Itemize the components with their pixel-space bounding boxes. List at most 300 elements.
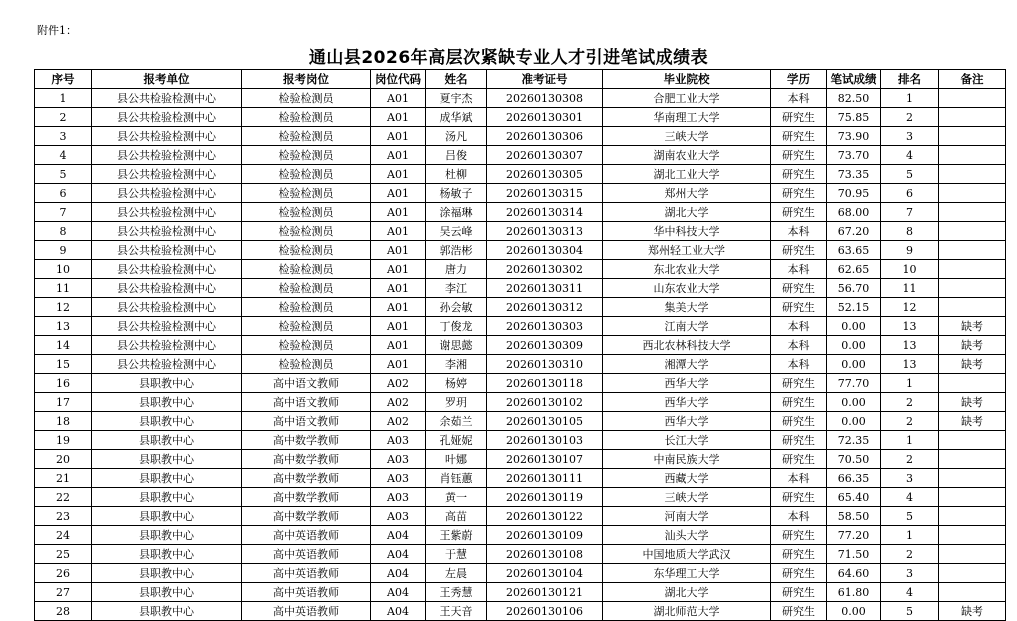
cell-unit: 县公共检验检测中心 (92, 260, 242, 279)
table-row (35, 298, 1006, 317)
cell-education: 研究生 (771, 146, 827, 165)
cell-unit: 县职教中心 (92, 469, 242, 488)
cell-unit: 县职教中心 (92, 412, 242, 431)
table-row (35, 583, 1006, 602)
cell-education: 本科 (771, 507, 827, 526)
cell-post-code: A01 (371, 222, 426, 241)
cell-score: 77.70 (827, 374, 881, 393)
cell-education: 研究生 (771, 488, 827, 507)
table-row (35, 184, 1006, 203)
cell-post-code: A01 (371, 127, 426, 146)
cell-ticket-number: 20260130106 (487, 602, 603, 621)
cell-post: 高中数学教师 (242, 488, 371, 507)
cell-name: 成华斌 (426, 108, 487, 127)
cell-school: 西藏大学 (603, 469, 771, 488)
cell-post: 检验检测员 (242, 241, 371, 260)
cell-education: 研究生 (771, 241, 827, 260)
cell-ticket-number: 20260130304 (487, 241, 603, 260)
cell-rank: 7 (881, 203, 939, 222)
cell-post-code: A02 (371, 374, 426, 393)
table-row (35, 450, 1006, 469)
cell-ticket-number: 20260130121 (487, 583, 603, 602)
cell-unit: 县公共检验检测中心 (92, 222, 242, 241)
cell-name: 涂福琳 (426, 203, 487, 222)
header-unit: 报考单位 (92, 70, 242, 89)
cell-score: 66.35 (827, 469, 881, 488)
cell-ticket-number: 20260130303 (487, 317, 603, 336)
cell-post: 检验检测员 (242, 203, 371, 222)
cell-post: 高中语文教师 (242, 393, 371, 412)
cell-unit: 县职教中心 (92, 526, 242, 545)
cell-school: 三峡大学 (603, 488, 771, 507)
cell-education: 研究生 (771, 545, 827, 564)
cell-unit: 县公共检验检测中心 (92, 184, 242, 203)
cell-name: 于慧 (426, 545, 487, 564)
cell-post-code: A01 (371, 279, 426, 298)
cell-remark (939, 469, 1006, 488)
cell-post: 检验检测员 (242, 222, 371, 241)
header-seq: 序号 (35, 70, 92, 89)
cell-remark (939, 488, 1006, 507)
header-post: 报考岗位 (242, 70, 371, 89)
table-row (35, 355, 1006, 374)
cell-name: 杜柳 (426, 165, 487, 184)
table-row (35, 602, 1006, 621)
cell-remark: 缺考 (939, 355, 1006, 374)
cell-remark (939, 583, 1006, 602)
cell-ticket-number: 20260130312 (487, 298, 603, 317)
cell-score: 0.00 (827, 317, 881, 336)
cell-education: 研究生 (771, 526, 827, 545)
cell-education: 本科 (771, 469, 827, 488)
cell-post-code: A03 (371, 469, 426, 488)
cell-score: 0.00 (827, 602, 881, 621)
cell-score: 82.50 (827, 89, 881, 108)
cell-ticket-number: 20260130119 (487, 488, 603, 507)
cell-seq: 22 (35, 488, 92, 507)
cell-rank: 3 (881, 469, 939, 488)
cell-unit: 县公共检验检测中心 (92, 355, 242, 374)
cell-post: 检验检测员 (242, 184, 371, 203)
cell-education: 研究生 (771, 165, 827, 184)
cell-ticket-number: 20260130104 (487, 564, 603, 583)
cell-education: 本科 (771, 336, 827, 355)
cell-post-code: A03 (371, 450, 426, 469)
cell-remark (939, 545, 1006, 564)
cell-post-code: A04 (371, 564, 426, 583)
cell-remark (939, 127, 1006, 146)
cell-school: 东华理工大学 (603, 564, 771, 583)
cell-post-code: A02 (371, 393, 426, 412)
cell-remark (939, 184, 1006, 203)
cell-ticket-number: 20260130310 (487, 355, 603, 374)
cell-school: 集美大学 (603, 298, 771, 317)
cell-post-code: A03 (371, 488, 426, 507)
cell-unit: 县职教中心 (92, 507, 242, 526)
cell-post-code: A03 (371, 431, 426, 450)
cell-post: 高中英语教师 (242, 526, 371, 545)
cell-score: 61.80 (827, 583, 881, 602)
cell-name: 丁俊龙 (426, 317, 487, 336)
cell-unit: 县公共检验检测中心 (92, 146, 242, 165)
cell-remark (939, 222, 1006, 241)
cell-score: 0.00 (827, 412, 881, 431)
cell-score: 73.35 (827, 165, 881, 184)
cell-rank: 1 (881, 89, 939, 108)
cell-unit: 县公共检验检测中心 (92, 317, 242, 336)
cell-post: 检验检测员 (242, 279, 371, 298)
document-title: 通山县2026年高层次紧缺专业人才引进笔试成绩表 (308, 48, 709, 68)
cell-name: 王紫蔚 (426, 526, 487, 545)
cell-unit: 县职教中心 (92, 564, 242, 583)
cell-ticket-number: 20260130308 (487, 89, 603, 108)
cell-education: 研究生 (771, 374, 827, 393)
attachment-label: 附件1： (37, 24, 77, 37)
cell-score: 58.50 (827, 507, 881, 526)
cell-education: 研究生 (771, 203, 827, 222)
cell-name: 罗玥 (426, 393, 487, 412)
cell-rank: 5 (881, 602, 939, 621)
header-score: 笔试成绩 (827, 70, 881, 89)
cell-post-code: A04 (371, 602, 426, 621)
cell-score: 73.70 (827, 146, 881, 165)
cell-score: 0.00 (827, 336, 881, 355)
table-row (35, 108, 1006, 127)
cell-remark: 缺考 (939, 412, 1006, 431)
cell-name: 杨敏子 (426, 184, 487, 203)
cell-unit: 县公共检验检测中心 (92, 127, 242, 146)
cell-post: 检验检测员 (242, 89, 371, 108)
cell-seq: 14 (35, 336, 92, 355)
cell-score: 52.15 (827, 298, 881, 317)
cell-ticket-number: 20260130309 (487, 336, 603, 355)
cell-post-code: A01 (371, 165, 426, 184)
cell-post: 检验检测员 (242, 336, 371, 355)
cell-education: 本科 (771, 222, 827, 241)
cell-post: 高中英语教师 (242, 545, 371, 564)
cell-post-code: A01 (371, 298, 426, 317)
cell-school: 华中科技大学 (603, 222, 771, 241)
cell-unit: 县公共检验检测中心 (92, 241, 242, 260)
cell-post: 检验检测员 (242, 355, 371, 374)
cell-unit: 县职教中心 (92, 488, 242, 507)
cell-rank: 2 (881, 545, 939, 564)
cell-rank: 3 (881, 127, 939, 146)
cell-name: 叶娜 (426, 450, 487, 469)
cell-score: 70.50 (827, 450, 881, 469)
cell-seq: 13 (35, 317, 92, 336)
cell-rank: 12 (881, 298, 939, 317)
cell-rank: 6 (881, 184, 939, 203)
cell-remark (939, 108, 1006, 127)
header-education: 学历 (771, 70, 827, 89)
cell-ticket-number: 20260130111 (487, 469, 603, 488)
cell-unit: 县公共检验检测中心 (92, 298, 242, 317)
cell-score: 67.20 (827, 222, 881, 241)
cell-name: 肖钰蕙 (426, 469, 487, 488)
cell-school: 山东农业大学 (603, 279, 771, 298)
cell-remark (939, 450, 1006, 469)
cell-education: 本科 (771, 89, 827, 108)
table-row (35, 146, 1006, 165)
cell-post-code: A01 (371, 184, 426, 203)
cell-rank: 13 (881, 317, 939, 336)
cell-seq: 11 (35, 279, 92, 298)
cell-education: 研究生 (771, 431, 827, 450)
cell-rank: 11 (881, 279, 939, 298)
cell-seq: 5 (35, 165, 92, 184)
cell-school: 中南民族大学 (603, 450, 771, 469)
cell-rank: 4 (881, 146, 939, 165)
cell-education: 研究生 (771, 279, 827, 298)
cell-post-code: A01 (371, 108, 426, 127)
table-row (35, 279, 1006, 298)
table-row (35, 203, 1006, 222)
cell-education: 研究生 (771, 412, 827, 431)
cell-post: 高中数学教师 (242, 450, 371, 469)
cell-post-code: A01 (371, 203, 426, 222)
cell-remark: 缺考 (939, 317, 1006, 336)
cell-score: 75.85 (827, 108, 881, 127)
cell-ticket-number: 20260130107 (487, 450, 603, 469)
cell-school: 三峡大学 (603, 127, 771, 146)
cell-seq: 1 (35, 89, 92, 108)
cell-ticket-number: 20260130311 (487, 279, 603, 298)
cell-school: 河南大学 (603, 507, 771, 526)
table-row (35, 488, 1006, 507)
cell-post: 高中语文教师 (242, 412, 371, 431)
cell-name: 黄一 (426, 488, 487, 507)
cell-seq: 8 (35, 222, 92, 241)
header-name: 姓名 (426, 70, 487, 89)
cell-remark (939, 279, 1006, 298)
cell-post-code: A01 (371, 260, 426, 279)
cell-seq: 24 (35, 526, 92, 545)
cell-seq: 17 (35, 393, 92, 412)
cell-post: 高中英语教师 (242, 602, 371, 621)
cell-seq: 20 (35, 450, 92, 469)
cell-school: 湖北大学 (603, 203, 771, 222)
cell-post: 检验检测员 (242, 317, 371, 336)
cell-name: 汤凡 (426, 127, 487, 146)
table-row (35, 374, 1006, 393)
cell-unit: 县职教中心 (92, 374, 242, 393)
cell-remark (939, 165, 1006, 184)
cell-seq: 12 (35, 298, 92, 317)
cell-school: 中国地质大学武汉 (603, 545, 771, 564)
cell-education: 本科 (771, 355, 827, 374)
cell-rank: 13 (881, 355, 939, 374)
cell-ticket-number: 20260130305 (487, 165, 603, 184)
cell-post-code: A01 (371, 317, 426, 336)
cell-remark (939, 507, 1006, 526)
cell-remark (939, 146, 1006, 165)
scores-table (34, 69, 1006, 621)
cell-remark: 缺考 (939, 393, 1006, 412)
cell-name: 吴云峰 (426, 222, 487, 241)
cell-unit: 县公共检验检测中心 (92, 279, 242, 298)
cell-school: 江南大学 (603, 317, 771, 336)
cell-unit: 县公共检验检测中心 (92, 108, 242, 127)
cell-unit: 县公共检验检测中心 (92, 89, 242, 108)
table-row (35, 260, 1006, 279)
cell-seq: 27 (35, 583, 92, 602)
cell-rank: 1 (881, 374, 939, 393)
cell-education: 研究生 (771, 108, 827, 127)
header-rank: 排名 (881, 70, 939, 89)
table-header-row (35, 70, 1006, 89)
cell-school: 长江大学 (603, 431, 771, 450)
cell-remark (939, 260, 1006, 279)
cell-name: 孔娅妮 (426, 431, 487, 450)
cell-education: 研究生 (771, 184, 827, 203)
cell-school: 西华大学 (603, 374, 771, 393)
table-row (35, 393, 1006, 412)
cell-education: 研究生 (771, 393, 827, 412)
cell-rank: 9 (881, 241, 939, 260)
cell-post: 高中数学教师 (242, 507, 371, 526)
cell-education: 研究生 (771, 127, 827, 146)
cell-education: 研究生 (771, 583, 827, 602)
cell-ticket-number: 20260130108 (487, 545, 603, 564)
cell-rank: 2 (881, 412, 939, 431)
cell-name: 余茹兰 (426, 412, 487, 431)
cell-ticket-number: 20260130313 (487, 222, 603, 241)
table-body (35, 89, 1006, 621)
cell-rank: 1 (881, 431, 939, 450)
cell-post: 检验检测员 (242, 260, 371, 279)
cell-remark (939, 203, 1006, 222)
cell-name: 左晨 (426, 564, 487, 583)
cell-school: 西华大学 (603, 393, 771, 412)
table-row (35, 431, 1006, 450)
cell-ticket-number: 20260130118 (487, 374, 603, 393)
cell-post: 高中语文教师 (242, 374, 371, 393)
cell-name: 夏宇杰 (426, 89, 487, 108)
cell-name: 李江 (426, 279, 487, 298)
cell-post-code: A01 (371, 336, 426, 355)
cell-ticket-number: 20260130103 (487, 431, 603, 450)
cell-school: 湖南农业大学 (603, 146, 771, 165)
cell-seq: 23 (35, 507, 92, 526)
cell-seq: 21 (35, 469, 92, 488)
cell-post-code: A04 (371, 545, 426, 564)
cell-remark (939, 526, 1006, 545)
cell-name: 孙会敏 (426, 298, 487, 317)
cell-education: 研究生 (771, 564, 827, 583)
cell-remark (939, 374, 1006, 393)
cell-ticket-number: 20260130302 (487, 260, 603, 279)
cell-name: 杨婷 (426, 374, 487, 393)
cell-seq: 25 (35, 545, 92, 564)
cell-post-code: A01 (371, 355, 426, 374)
cell-name: 王天音 (426, 602, 487, 621)
table-row (35, 507, 1006, 526)
cell-score: 0.00 (827, 393, 881, 412)
cell-rank: 4 (881, 488, 939, 507)
cell-ticket-number: 20260130306 (487, 127, 603, 146)
cell-remark: 缺考 (939, 336, 1006, 355)
cell-score: 56.70 (827, 279, 881, 298)
cell-unit: 县职教中心 (92, 393, 242, 412)
cell-post-code: A04 (371, 526, 426, 545)
cell-education: 本科 (771, 260, 827, 279)
cell-ticket-number: 20260130109 (487, 526, 603, 545)
cell-score: 71.50 (827, 545, 881, 564)
cell-ticket-number: 20260130301 (487, 108, 603, 127)
cell-seq: 18 (35, 412, 92, 431)
cell-post: 高中数学教师 (242, 469, 371, 488)
cell-seq: 10 (35, 260, 92, 279)
cell-seq: 4 (35, 146, 92, 165)
cell-remark (939, 89, 1006, 108)
cell-remark (939, 564, 1006, 583)
cell-school: 郑州轻工业大学 (603, 241, 771, 260)
cell-post-code: A01 (371, 241, 426, 260)
cell-score: 72.35 (827, 431, 881, 450)
cell-score: 64.60 (827, 564, 881, 583)
header-post-code: 岗位代码 (371, 70, 426, 89)
cell-school: 湖北大学 (603, 583, 771, 602)
cell-unit: 县职教中心 (92, 431, 242, 450)
cell-seq: 19 (35, 431, 92, 450)
cell-ticket-number: 20260130105 (487, 412, 603, 431)
cell-ticket-number: 20260130314 (487, 203, 603, 222)
cell-remark (939, 298, 1006, 317)
cell-post-code: A02 (371, 412, 426, 431)
cell-school: 华南理工大学 (603, 108, 771, 127)
header-remark: 备注 (939, 70, 1006, 89)
table-row (35, 336, 1006, 355)
cell-school: 西华大学 (603, 412, 771, 431)
cell-seq: 6 (35, 184, 92, 203)
cell-post-code: A01 (371, 146, 426, 165)
cell-name: 郭浩彬 (426, 241, 487, 260)
cell-post: 检验检测员 (242, 146, 371, 165)
cell-rank: 1 (881, 526, 939, 545)
table-row (35, 127, 1006, 146)
cell-name: 谢思懿 (426, 336, 487, 355)
cell-name: 王秀慧 (426, 583, 487, 602)
cell-score: 68.00 (827, 203, 881, 222)
cell-seq: 16 (35, 374, 92, 393)
cell-rank: 8 (881, 222, 939, 241)
table-row (35, 222, 1006, 241)
cell-post-code: A01 (371, 89, 426, 108)
cell-unit: 县公共检验检测中心 (92, 336, 242, 355)
table-row (35, 545, 1006, 564)
table-row (35, 241, 1006, 260)
cell-unit: 县职教中心 (92, 450, 242, 469)
cell-rank: 10 (881, 260, 939, 279)
cell-education: 研究生 (771, 298, 827, 317)
cell-seq: 2 (35, 108, 92, 127)
cell-unit: 县公共检验检测中心 (92, 203, 242, 222)
cell-unit: 县公共检验检测中心 (92, 165, 242, 184)
cell-rank: 5 (881, 165, 939, 184)
cell-school: 西北农林科技大学 (603, 336, 771, 355)
cell-name: 吕俊 (426, 146, 487, 165)
cell-education: 本科 (771, 317, 827, 336)
cell-rank: 5 (881, 507, 939, 526)
cell-education: 研究生 (771, 602, 827, 621)
table-row (35, 165, 1006, 184)
cell-seq: 7 (35, 203, 92, 222)
cell-remark (939, 241, 1006, 260)
cell-post: 检验检测员 (242, 127, 371, 146)
cell-rank: 13 (881, 336, 939, 355)
cell-seq: 15 (35, 355, 92, 374)
